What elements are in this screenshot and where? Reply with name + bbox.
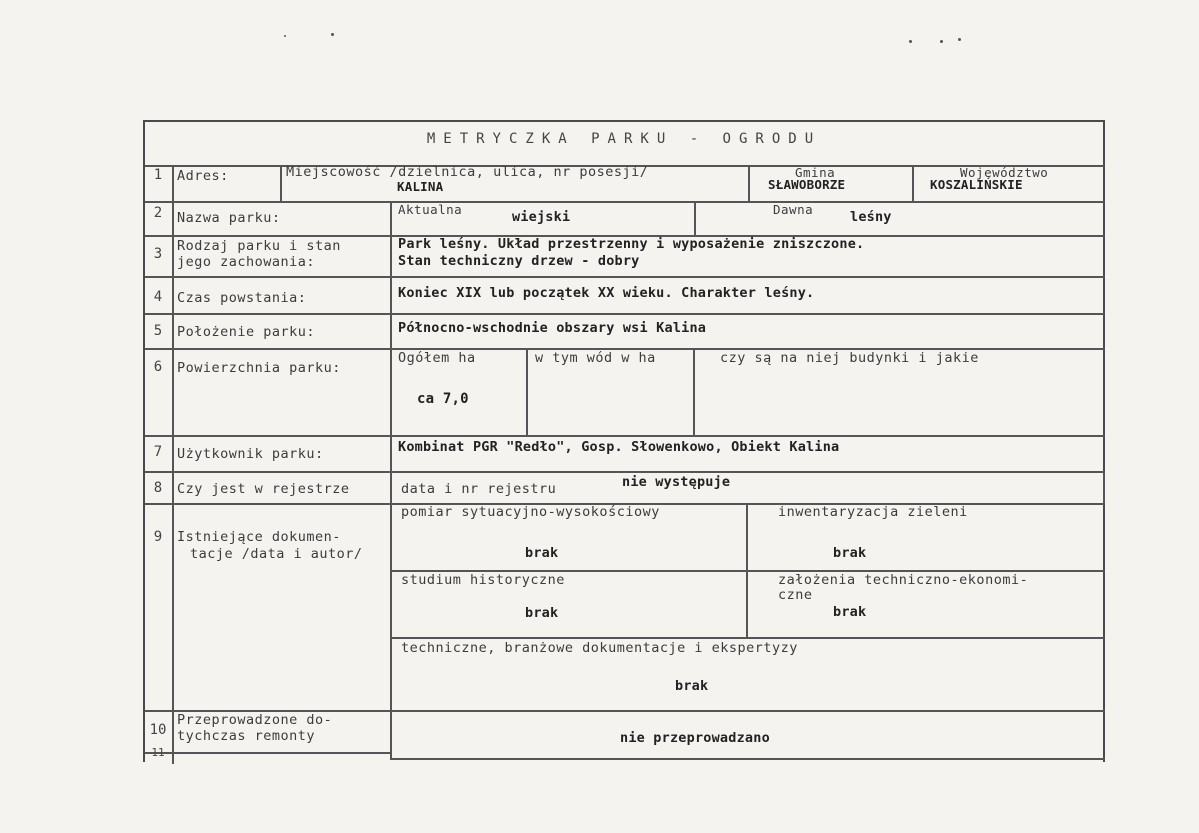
user-value: Kombinat PGR "Redło", Gosp. Słowenkowo, Obiekt Kalina	[398, 439, 840, 455]
buildings-label: czy są na niej budynki i jakie	[720, 350, 979, 366]
park-type-label-2: jego zachowania:	[177, 254, 316, 270]
technical-docs-label: techniczne, branżowe dokumentacje i ekspertyzy	[401, 640, 798, 656]
locality-label: Miejscowość /dzielnica, ulica, nr posesji/	[286, 164, 649, 180]
row-number: 8	[153, 480, 163, 496]
former-name-label: Dawna	[773, 202, 814, 217]
paper-speck	[909, 40, 912, 43]
row-number: 10	[149, 722, 167, 738]
row-number: 5	[153, 323, 163, 339]
row-number: 4	[153, 289, 163, 305]
row-number: 2	[153, 205, 163, 221]
form-title: METRYCZKA PARKU - OGRODU	[426, 131, 822, 147]
paper-speck	[958, 38, 961, 41]
row-number: 9	[153, 529, 163, 545]
survey-value: brak	[525, 545, 559, 561]
address-label: Adres:	[177, 168, 229, 184]
row-number: 6	[153, 359, 163, 375]
total-area-value: ca 7,0	[417, 391, 469, 407]
current-name-value: wiejski	[512, 209, 571, 225]
locality-value: KALINA	[397, 179, 444, 194]
area-label: Powierzchnia parku:	[177, 360, 341, 376]
greenery-inventory-value: brak	[833, 545, 867, 561]
historical-study-label: studium historyczne	[401, 572, 565, 588]
park-name-label: Nazwa parku:	[177, 210, 281, 226]
voivodeship-label: Województwo	[960, 165, 1049, 180]
paper-speck	[284, 35, 286, 37]
voivodeship-value: KOSZALIŃSKIE	[930, 177, 1023, 192]
renovations-value: nie przeprowadzano	[620, 730, 770, 746]
park-type-label-1: Rodzaj parku i stan	[177, 238, 341, 254]
register-value: nie występuje	[622, 474, 731, 490]
gmina-value: SŁAWOBORZE	[768, 177, 846, 192]
park-type-value-1: Park leśny. Układ przestrzenny i wyposażenie zniszczone.	[398, 236, 865, 252]
tech-economic-label-1: założenia techniczno-ekonomi-	[778, 572, 1029, 588]
creation-time-value: Koniec XIX lub początek XX wieku. Charakter leśny.	[398, 285, 815, 301]
paper-speck	[940, 40, 943, 43]
renovations-label-2: tychczas remonty	[177, 728, 316, 744]
water-area-label: w tym wód w ha	[535, 350, 656, 366]
former-name-value: leśny	[850, 209, 892, 225]
documentation-label-2: tacje /data i autor/	[190, 546, 363, 562]
renovations-label-1: Przeprowadzone do-	[177, 712, 333, 728]
gmina-label: Gmina	[795, 165, 836, 180]
user-label: Użytkownik parku:	[177, 446, 324, 462]
location-value: Północno-wschodnie obszary wsi Kalina	[398, 320, 707, 336]
total-area-label: Ogółem ha	[398, 350, 476, 366]
technical-docs-value: brak	[675, 678, 709, 694]
location-label: Położenie parku:	[177, 324, 316, 340]
park-record-form	[143, 120, 1105, 762]
row-number: 7	[153, 444, 163, 460]
documentation-label-1: Istniejące dokumen-	[177, 529, 341, 545]
register-label: Czy jest w rejestrze	[177, 481, 350, 497]
current-name-label: Aktualna	[398, 202, 463, 217]
historical-study-value: brak	[525, 605, 559, 621]
park-type-value-2: Stan techniczny drzew - dobry	[398, 253, 640, 269]
tech-economic-label-2: czne	[778, 587, 813, 603]
tech-economic-value: brak	[833, 604, 867, 620]
row-number: 1	[153, 167, 163, 183]
row-number: 11	[151, 746, 165, 759]
creation-time-label: Czas powstania:	[177, 290, 307, 306]
greenery-inventory-label: inwentaryzacja zieleni	[778, 504, 968, 520]
survey-label: pomiar sytuacyjno-wysokościowy	[401, 504, 660, 520]
paper-speck	[331, 33, 334, 36]
row-number: 3	[153, 246, 163, 262]
register-sub-label: data i nr rejestru	[401, 481, 557, 497]
